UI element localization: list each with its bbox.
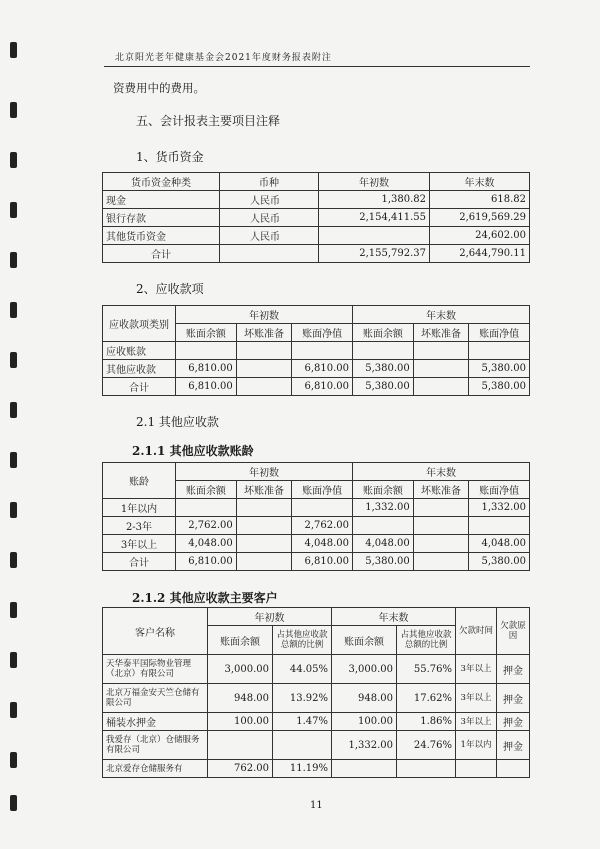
table-header: 账面余额 [332, 626, 397, 655]
table-header: 欠款时间 [456, 608, 497, 655]
table-total-row [103, 378, 530, 396]
table-header-row [103, 463, 530, 481]
table-row [103, 713, 530, 731]
table-cell: 现金 [103, 191, 220, 209]
binding-hole [10, 402, 17, 418]
table-cell: 4,048.00 [292, 535, 353, 553]
table-cell: 合计 [103, 553, 176, 571]
table-cell: 11.19% [273, 760, 332, 778]
table-header: 客户名称 [103, 608, 208, 655]
table-cell: 5,380.00 [352, 378, 413, 396]
table-header-row [103, 173, 530, 191]
table-header: 年末数 [332, 608, 456, 626]
table-cell: 100.00 [208, 713, 273, 731]
table-cell [236, 553, 291, 571]
table-cell: 3年以上 [456, 684, 497, 713]
table-cell: 6,810.00 [176, 360, 237, 378]
table-cell: 应收账款 [103, 342, 176, 360]
binding-hole [10, 42, 17, 58]
table-cell: 5,380.00 [352, 553, 413, 571]
table-header: 坏账准备 [236, 481, 291, 499]
table-total-row [103, 553, 530, 571]
table-header-row [103, 306, 530, 324]
table-cell: 5,380.00 [469, 378, 530, 396]
binding-hole [10, 102, 17, 118]
receivables-title: 2、应收款项 [136, 282, 204, 296]
table-cell [469, 342, 530, 360]
table-total-row [103, 245, 530, 263]
binding-hole [10, 552, 17, 568]
table-header: 账面净值 [292, 481, 353, 499]
table-cell: 人民币 [220, 209, 319, 227]
table-header: 年末数 [352, 306, 529, 324]
table-row [103, 227, 530, 245]
table-header: 币种 [220, 173, 319, 191]
intro-text: 资费用中的费用。 [113, 81, 205, 95]
table-cell [292, 499, 353, 517]
binding-hole [10, 702, 17, 718]
table-cell: 1年以内 [103, 499, 176, 517]
binding-hole [10, 795, 17, 811]
table-cell: 北京万福金安天竺仓储有限公司 [103, 684, 208, 713]
table-cell: 2,644,790.11 [430, 245, 530, 263]
binding-hole [10, 452, 17, 468]
table-cell: 人民币 [220, 191, 319, 209]
table-header: 账面净值 [469, 481, 530, 499]
table-cell: 押金 [497, 713, 530, 731]
table-cell: 天华泰平国际物业管理（北京）有限公司 [103, 655, 208, 684]
table-cell [236, 499, 291, 517]
table-cell [456, 760, 497, 778]
table-cell: 24,602.00 [430, 227, 530, 245]
binding-hole [10, 202, 17, 218]
table-header: 占其他应收款总额的比例 [273, 626, 332, 655]
table-cell: 人民币 [220, 227, 319, 245]
table-cell [273, 731, 332, 760]
table-header: 年初数 [208, 608, 332, 626]
table-cell [352, 342, 413, 360]
cash-title: 1、货币资金 [136, 150, 204, 164]
table-cell: 1,332.00 [352, 499, 413, 517]
table-cell: 44.05% [273, 655, 332, 684]
binding-hole [10, 252, 17, 268]
table-cell: 1,380.82 [319, 191, 430, 209]
table-cell: 桶装水押金 [103, 713, 208, 731]
table-cell: 3年以上 [456, 655, 497, 684]
table-cell: 24.76% [397, 731, 456, 760]
table-cell [176, 499, 237, 517]
table-header: 坏账准备 [236, 324, 291, 342]
table-header: 年末数 [352, 463, 529, 481]
table-cell: 3年以上 [456, 713, 497, 731]
binding-hole [10, 752, 17, 768]
table-header: 账面余额 [208, 626, 273, 655]
table-cell [413, 553, 468, 571]
table-cell [413, 378, 468, 396]
table-row [103, 760, 530, 778]
table-cell: 我爱存（北京）仓储服务有限公司 [103, 731, 208, 760]
table-cell: 其他货币资金 [103, 227, 220, 245]
table-header: 年末数 [430, 173, 530, 191]
table-header: 账面净值 [469, 324, 530, 342]
table-cell [176, 342, 237, 360]
table-cell: 1,332.00 [469, 499, 530, 517]
table-cell: 北京爱存仓储服务有 [103, 760, 208, 778]
table-cell [469, 517, 530, 535]
table-cell [292, 342, 353, 360]
table-cell [352, 517, 413, 535]
table-cell: 3年以上 [103, 535, 176, 553]
table-header: 坏账准备 [413, 481, 468, 499]
table-cell [413, 342, 468, 360]
running-header: 北京阳光老年健康基金会2021年度财务报表附注 [115, 53, 332, 63]
aging-title: 2.1.1 其他应收款账龄 [132, 444, 254, 458]
table-cell: 2,762.00 [292, 517, 353, 535]
table-row [103, 535, 530, 553]
table-row [103, 731, 530, 760]
binding-hole [10, 602, 17, 618]
table-cell: 其他应收款 [103, 360, 176, 378]
table-cell: 5,380.00 [352, 360, 413, 378]
table-header-row [103, 608, 530, 626]
table-cell [236, 378, 291, 396]
table-cell: 银行存款 [103, 209, 220, 227]
table-header: 年初数 [176, 463, 353, 481]
table-cell [413, 499, 468, 517]
table-cell: 2-3年 [103, 517, 176, 535]
table-cell: 1.86% [397, 713, 456, 731]
table-header: 账面余额 [176, 324, 237, 342]
table-header: 应收款项类别 [103, 306, 176, 342]
table-cell: 2,154,411.55 [319, 209, 430, 227]
table-row [103, 209, 530, 227]
section-title: 五、会计报表主要项目注释 [136, 114, 281, 128]
table-row [103, 499, 530, 517]
table-cell: 4,048.00 [469, 535, 530, 553]
table-cell: 押金 [497, 731, 530, 760]
table-cell: 1,332.00 [332, 731, 397, 760]
table-cell: 4,048.00 [352, 535, 413, 553]
table-header: 账面净值 [292, 324, 353, 342]
table-cell [220, 245, 319, 263]
table-row [103, 360, 530, 378]
table-cell [236, 360, 291, 378]
aging-table [102, 462, 530, 571]
table-header: 年初数 [319, 173, 430, 191]
table-cell: 4,048.00 [176, 535, 237, 553]
table-header: 坏账准备 [413, 324, 468, 342]
header-rule [104, 66, 530, 67]
table-cell [208, 731, 273, 760]
table-cell: 2,155,792.37 [319, 245, 430, 263]
table-cell: 13.92% [273, 684, 332, 713]
table-row [103, 191, 530, 209]
table-cell [236, 342, 291, 360]
table-cell: 6,810.00 [292, 360, 353, 378]
table-cell: 3,000.00 [208, 655, 273, 684]
table-cell [332, 760, 397, 778]
table-cell: 6,810.00 [292, 378, 353, 396]
binding-hole [10, 302, 17, 318]
table-cell [236, 517, 291, 535]
table-cell: 2,762.00 [176, 517, 237, 535]
table-header: 账面余额 [352, 324, 413, 342]
receivables-table [102, 305, 530, 396]
table-cell: 6,810.00 [176, 378, 237, 396]
table-cell [319, 227, 430, 245]
table-cell [413, 360, 468, 378]
binding-hole [10, 352, 17, 368]
table-cell: 1.47% [273, 713, 332, 731]
table-cell [497, 760, 530, 778]
table-cell: 948.00 [332, 684, 397, 713]
table-row [103, 655, 530, 684]
table-cell [397, 760, 456, 778]
table-header: 占其他应收款总额的比例 [397, 626, 456, 655]
table-header: 货币资金种类 [103, 173, 220, 191]
page-number: 11 [310, 800, 323, 811]
table-cell: 押金 [497, 655, 530, 684]
table-cell: 762.00 [208, 760, 273, 778]
binding-hole [10, 652, 17, 668]
table-cell: 3,000.00 [332, 655, 397, 684]
table-cell [413, 517, 468, 535]
table-cell: 合计 [103, 378, 176, 396]
table-cell: 17.62% [397, 684, 456, 713]
table-cell: 6,810.00 [292, 553, 353, 571]
table-cell: 2,619,569.29 [430, 209, 530, 227]
table-header: 账龄 [103, 463, 176, 499]
table-cell: 948.00 [208, 684, 273, 713]
cash-table [102, 172, 530, 263]
customers-table [102, 607, 530, 778]
table-cell: 618.82 [430, 191, 530, 209]
table-header: 账面余额 [176, 481, 237, 499]
table-cell [413, 535, 468, 553]
table-header: 年初数 [176, 306, 353, 324]
customers-title: 2.1.2 其他应收款主要客户 [132, 591, 278, 605]
table-cell: 1年以内 [456, 731, 497, 760]
binding-hole [10, 502, 17, 518]
table-cell: 6,810.00 [176, 553, 237, 571]
table-cell: 5,380.00 [469, 360, 530, 378]
table-row [103, 517, 530, 535]
table-row [103, 684, 530, 713]
table-cell: 100.00 [332, 713, 397, 731]
table-header: 账面余额 [352, 481, 413, 499]
table-cell: 55.76% [397, 655, 456, 684]
binding-hole [10, 152, 17, 168]
table-cell: 5,380.00 [469, 553, 530, 571]
table-header: 欠款原因 [497, 608, 530, 655]
table-cell: 押金 [497, 684, 530, 713]
other-receivables-title: 2.1 其他应收款 [136, 415, 219, 429]
table-row [103, 342, 530, 360]
table-cell [236, 535, 291, 553]
table-cell: 合计 [103, 245, 220, 263]
